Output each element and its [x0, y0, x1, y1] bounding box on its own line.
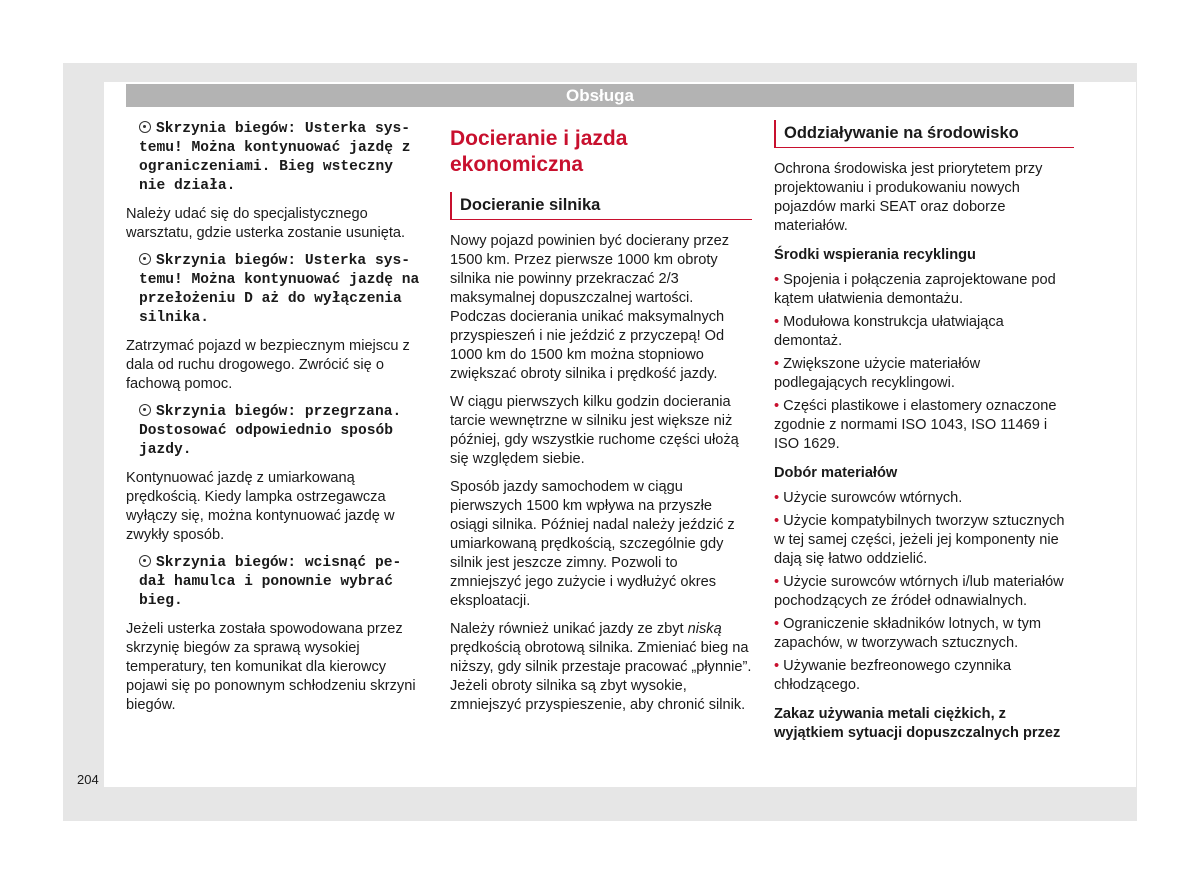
list-item-text: Użycie kompatybilnych tworzyw sztucznych w tej samej części, jeżeli jej komponenty nie dają się łatwo oddzielić. — [774, 513, 1065, 567]
list-item — [774, 271, 1074, 309]
column-left — [126, 120, 428, 724]
bullet-icon: • — [774, 658, 780, 674]
list-item — [774, 355, 1074, 393]
list-item-text: Zwiększone użycie materiałów podlegających recyklingowi. — [774, 356, 981, 391]
list-item-text: Modułowa konstrukcja ułatwiająca demontaż. — [774, 314, 1004, 349]
list-item-text: Ograniczenie składników lotnych, w tym zapachów, w tworzywach sztucznych. — [774, 616, 1042, 651]
list-item — [774, 313, 1074, 351]
paragraph: Kontynuować jazdę z umiarkowaną prędkością. Kiedy lampka ostrzegawcza wyłączy się, można kontynuować jazdę w zwykły sposób. — [126, 470, 395, 543]
bullet-icon: • — [774, 490, 780, 506]
bullet-icon: • — [774, 616, 780, 632]
list-item — [774, 657, 1074, 695]
paragraph: Nowy pojazd powinien być docierany przez 1500 km. Przez pierwsze 1000 km obroty silnika nie powinny przekraczać 2/3 maksymalnej dopuszczalnej wartości. Podczas docierania unikać maksymalnych przyspieszeń i nie jeździć z przyczepą! Od 1000 km do 1500 km można stopniowo zwiększać obroty silnika i prędkość jazdy. — [450, 233, 730, 382]
list-item — [774, 397, 1074, 454]
list-item — [774, 615, 1074, 653]
list-item — [774, 489, 1074, 508]
text-run: prędkością obrotową silnika. Zmieniać bieg na niższy, gdy silnik przestaje pracować „płynnie”. Jeżeli obroty silnika są zbyt wysokie, zmniejszyć przyspieszenie, aby chronić silnik. — [450, 640, 752, 713]
bullet-icon: • — [774, 398, 780, 414]
list-item-text: Spojenia i połączenia zaprojektowane pod kątem ułatwienia demontażu. — [774, 272, 1056, 307]
warning-text: Skrzynia biegów: Usterka sys- temu! Można kontynuować jazdę na przełożeniu D aż do wyłączenia silnika. — [139, 253, 420, 326]
paragraph: Ochrona środowiska jest priorytetem przy projektowaniu i produkowaniu nowych pojazdów marki SEAT oraz doborze materiałów. — [774, 161, 1043, 234]
warning-text: Skrzynia biegów: przegrzana. Dostosować odpowiednio sposób jazdy. — [139, 404, 402, 458]
bullet-icon: • — [774, 314, 780, 330]
running-header: Obsługa — [126, 84, 1074, 107]
list-item-text: Części plastikowe i elastomery oznaczone zgodnie z normami ISO 1043, ISO 11469 i ISO 1629. — [774, 398, 1057, 452]
paragraph: W ciągu pierwszych kilku godzin docierania tarcie wewnętrzne w silniku jest większe niż później, gdy wszystkie ruchome części ułożą się względem siebie. — [450, 394, 739, 467]
subheading: Środki wspierania recyklingu — [774, 247, 976, 263]
column-right — [774, 120, 1074, 749]
gearbox-warning-icon — [139, 253, 151, 265]
list-item-text: Używanie bezfreonowego czynnika chłodzącego. — [774, 658, 1012, 693]
bullet-icon: • — [774, 272, 780, 288]
page-number: 204 — [77, 772, 99, 787]
warning-text: Skrzynia biegów: Usterka sys- temu! Można kontynuować jazdę z ograniczeniami. Bieg wsteczny nie działa. — [139, 121, 411, 194]
warning-message — [126, 120, 428, 196]
list-item — [774, 512, 1074, 569]
paragraph: Zatrzymać pojazd w bezpiecznym miejscu z dala od ruchu drogowego. Zwrócić się o fachową pomoc. — [126, 338, 410, 392]
paragraph: Sposób jazdy samochodem w ciągu pierwszych 1500 km wpływa na przyszłe osiągi silnika. Później nadal należy jeździć z umiarkowaną prędkością, szczególnie gdy silnik jest jeszcze zimny. Pozwoli to zmniejszyć jego zużycie i wydłużyć okres eksploatacji. — [450, 479, 735, 609]
warning-text: Skrzynia biegów: wcisnąć pe- dał hamulca i ponownie wybrać bieg. — [139, 555, 402, 609]
paragraph: Należy udać się do specjalistycznego warsztatu, gdzie usterka zostanie usunięta. — [126, 206, 406, 241]
gearbox-warning-icon — [139, 404, 151, 416]
gearbox-warning-icon — [139, 121, 151, 133]
emphasis-text: niską — [687, 621, 722, 637]
bullet-icon: • — [774, 513, 780, 529]
section-heading: Oddziaływanie na środowisko — [774, 120, 1074, 148]
subheading: Zakaz używania metali ciężkich, z wyjątkiem sytuacji dopuszczalnych przez — [774, 706, 1061, 741]
subheading: Dobór materiałów — [774, 465, 898, 481]
warning-message — [126, 554, 428, 611]
warning-message — [126, 403, 428, 460]
bullet-icon: • — [774, 356, 780, 372]
bullet-list — [774, 271, 1074, 454]
section-heading: Docieranie silnika — [450, 192, 752, 220]
bullet-list — [774, 489, 1074, 695]
text-run: Należy również unikać jazdy ze zbyt — [450, 621, 688, 637]
warning-message — [126, 252, 428, 328]
column-middle — [450, 120, 752, 724]
chapter-title: Docieranie i jazda ekonomiczna — [450, 127, 628, 176]
paragraph: Jeżeli usterka została spowodowana przez skrzynię biegów za sprawą wysokiej temperatury, ten komunikat dla kierowcy pojawi się po ponownym schłodzeniu skrzyni biegów. — [126, 621, 416, 713]
list-item-text: Użycie surowców wtórnych i/lub materiałów pochodzących ze źródeł odnawialnych. — [774, 574, 1064, 609]
bullet-icon: • — [774, 574, 780, 590]
gearbox-warning-icon — [139, 555, 151, 567]
list-item — [774, 573, 1074, 611]
list-item-text: Użycie surowców wtórnych. — [783, 490, 963, 506]
paragraph — [450, 620, 752, 715]
